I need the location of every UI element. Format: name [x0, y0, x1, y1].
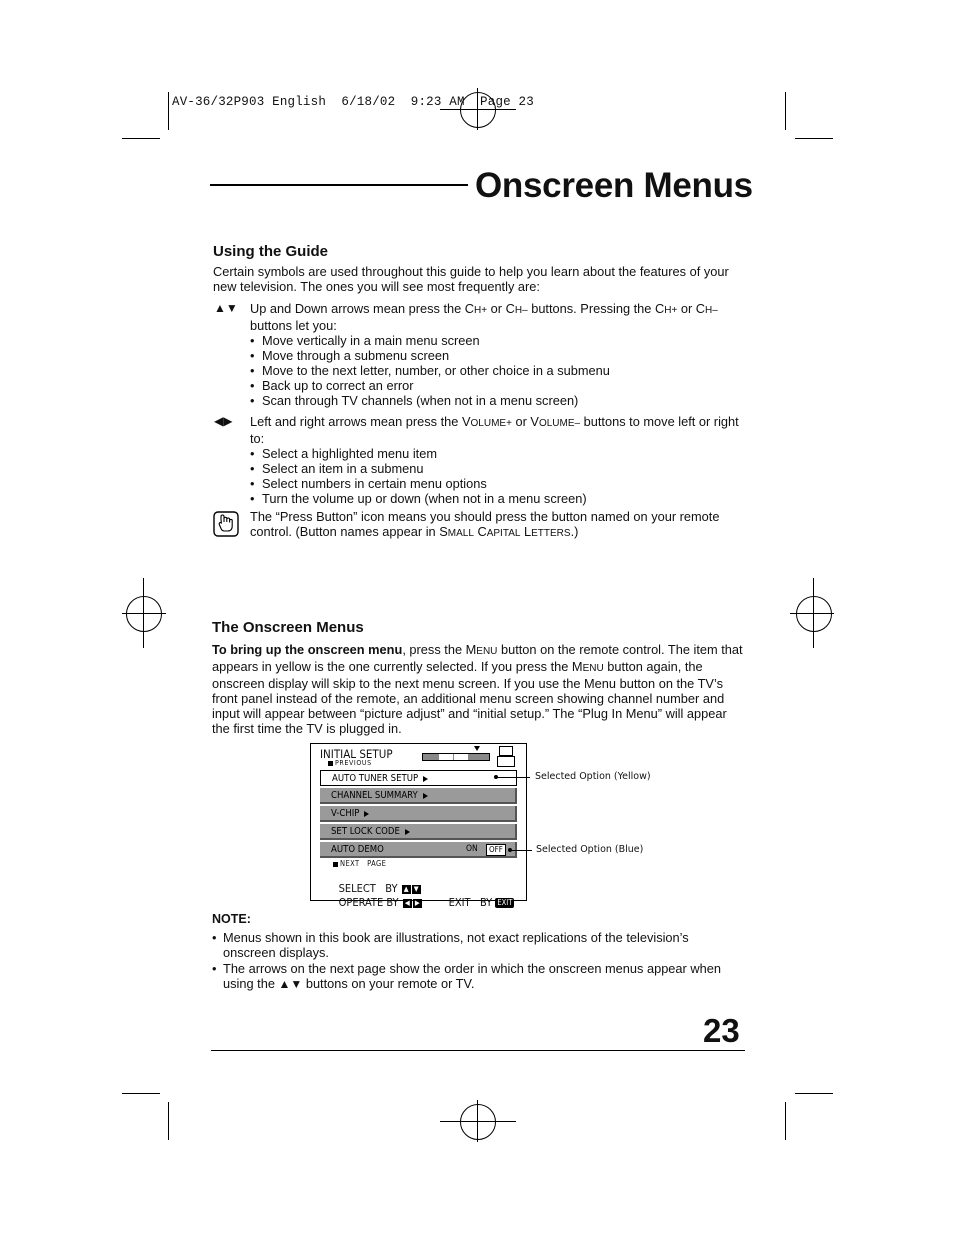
- next-icon: [333, 862, 338, 867]
- previous-icon: [328, 761, 333, 766]
- menu-next-page: NEXT PAGE: [333, 859, 386, 868]
- updown-description: Up and Down arrows mean press the CH+ or CH– buttons. Pressing the CH+ or CH– buttons let you: • Move vertically in a main menu screen • Move through a submenu screen • Move to the next letter, number, or other choice in a submenu • Back up to correct an error • Scan through TV channels (when not in a menu screen): [250, 301, 740, 408]
- print-slug: AV-36/32P903 English 6/18/02 9:23 AM Page 23: [172, 95, 534, 109]
- crop-mark: [168, 92, 169, 130]
- arrow-right-icon: [423, 793, 428, 799]
- arrow-right-icon: [364, 811, 369, 817]
- section-heading-using-the-guide: Using the Guide: [213, 243, 329, 260]
- bottom-rule: [211, 1050, 745, 1051]
- arrow-right-icon: [423, 776, 428, 782]
- list-item: • Select an item in a submenu: [250, 461, 740, 476]
- position-marker-icon: [474, 746, 480, 751]
- list-item: • Move to the next letter, number, or other choice in a submenu: [250, 363, 740, 378]
- crop-mark: [122, 138, 160, 139]
- up-key-icon: ▲: [402, 885, 411, 894]
- section-heading-onscreen-menus: The Onscreen Menus: [212, 619, 364, 636]
- list-item: • Select numbers in certain menu options: [250, 476, 740, 491]
- down-key-icon: ▼: [412, 885, 421, 894]
- list-item: • Turn the volume up or down (when not in a menu screen): [250, 491, 740, 506]
- list-item: • Select a highlighted menu item: [250, 446, 740, 461]
- list-item: • Scan through TV channels (when not in a menu screen): [250, 393, 740, 408]
- list-item: • The arrows on the next page show the order in which the onscreen menus appear when using the ▲▼ buttons on your remote or TV.: [212, 961, 721, 991]
- menu-position-bar: [422, 753, 490, 761]
- auto-demo-on-option[interactable]: ON: [466, 844, 478, 854]
- menu-item-v-chip[interactable]: V-CHIP: [320, 806, 517, 822]
- right-key-icon: ▶: [413, 899, 422, 908]
- menu-exit-by: EXIT BY EXIT: [448, 896, 513, 909]
- menu-item-set-lock-code[interactable]: SET LOCK CODE: [320, 824, 517, 840]
- menu-item-auto-demo[interactable]: AUTO DEMO ON OFF: [320, 842, 517, 858]
- up-down-arrows-icon: ▲▼: [214, 301, 238, 315]
- crop-mark: [785, 1102, 786, 1140]
- left-key-icon: ◀: [403, 899, 412, 908]
- callout-line-blue: [510, 850, 532, 851]
- guide-intro: Certain symbols are used throughout this guide to help you learn about the features of your new television. The ones you will see most frequently are:: [213, 264, 729, 294]
- auto-demo-off-option[interactable]: OFF: [486, 844, 506, 856]
- page-number: 23: [703, 1012, 740, 1049]
- title-rule: [210, 184, 468, 186]
- crop-mark: [795, 138, 833, 139]
- menu-operate-by: OPERATE BY ◀ ▶: [326, 883, 422, 922]
- up-down-arrows-icon: ▲▼: [278, 977, 303, 991]
- menu-select-by: SELECT BY ▲ ▼: [326, 869, 421, 908]
- crop-mark: [795, 1093, 833, 1094]
- menu-item-channel-summary[interactable]: CHANNEL SUMMARY: [320, 788, 517, 804]
- list-item: • Menus shown in this book are illustrations, not exact replications of the television’s onscreen displays.: [212, 930, 689, 960]
- press-button-icon: [213, 511, 239, 537]
- note-list: [212, 930, 722, 992]
- callout-line-yellow: [496, 777, 530, 778]
- press-button-description: The “Press Button” icon means you should press the button named on your remote control. (Button names appear in SMALL CAPITAL LETTERS.): [250, 509, 720, 539]
- callout-selected-blue: Selected Option (Blue): [536, 844, 644, 855]
- left-right-arrows-icon: ◀▶: [214, 414, 233, 428]
- leftright-bullet-list: [250, 446, 740, 506]
- leftright-description: Left and right arrows mean press the VOLUME+ or VOLUME– buttons to move left or right to: • Select a highlighted menu item • Select an item in a submenu • Select numbers in certain menu options • Turn the volume up or down (when not in a menu screen): [250, 414, 740, 506]
- menu-title: INITIAL SETUP: [320, 747, 393, 761]
- menu-previous: PREVIOUS: [328, 759, 372, 767]
- crop-mark: [122, 1093, 160, 1094]
- exit-key-icon: EXIT: [497, 898, 513, 907]
- updown-bullet-list: [250, 333, 740, 408]
- tv-icon: [499, 746, 513, 756]
- list-item: • Move vertically in a main menu screen: [250, 333, 740, 348]
- tv-base-icon: [497, 756, 515, 767]
- crop-mark: [785, 92, 786, 130]
- page-title: Onscreen Menus: [475, 166, 753, 205]
- onscreen-menus-paragraph: To bring up the onscreen menu, press the MENU button on the remote control. The item that appears in yellow is the one currently selected. If you press the MENU button again, the onscreen display will skip to the next menu screen. If you use the Menu button on the TV’s front panel instead of the remote, an additional menu screen showing channel number and input will appear between “picture adjust” and “initial setup.” The “Plug In Menu” will appear the first time the TV is plugged in.: [212, 642, 743, 736]
- menu-item-auto-tuner-setup[interactable]: AUTO TUNER SETUP: [320, 770, 517, 786]
- callout-selected-yellow: Selected Option (Yellow): [535, 771, 651, 782]
- arrow-right-icon: [405, 829, 410, 835]
- note-heading: NOTE:: [212, 912, 251, 926]
- list-item: • Back up to correct an error: [250, 378, 740, 393]
- crop-mark: [168, 1102, 169, 1140]
- list-item: • Move through a submenu screen: [250, 348, 740, 363]
- menu-illustration: [310, 743, 527, 909]
